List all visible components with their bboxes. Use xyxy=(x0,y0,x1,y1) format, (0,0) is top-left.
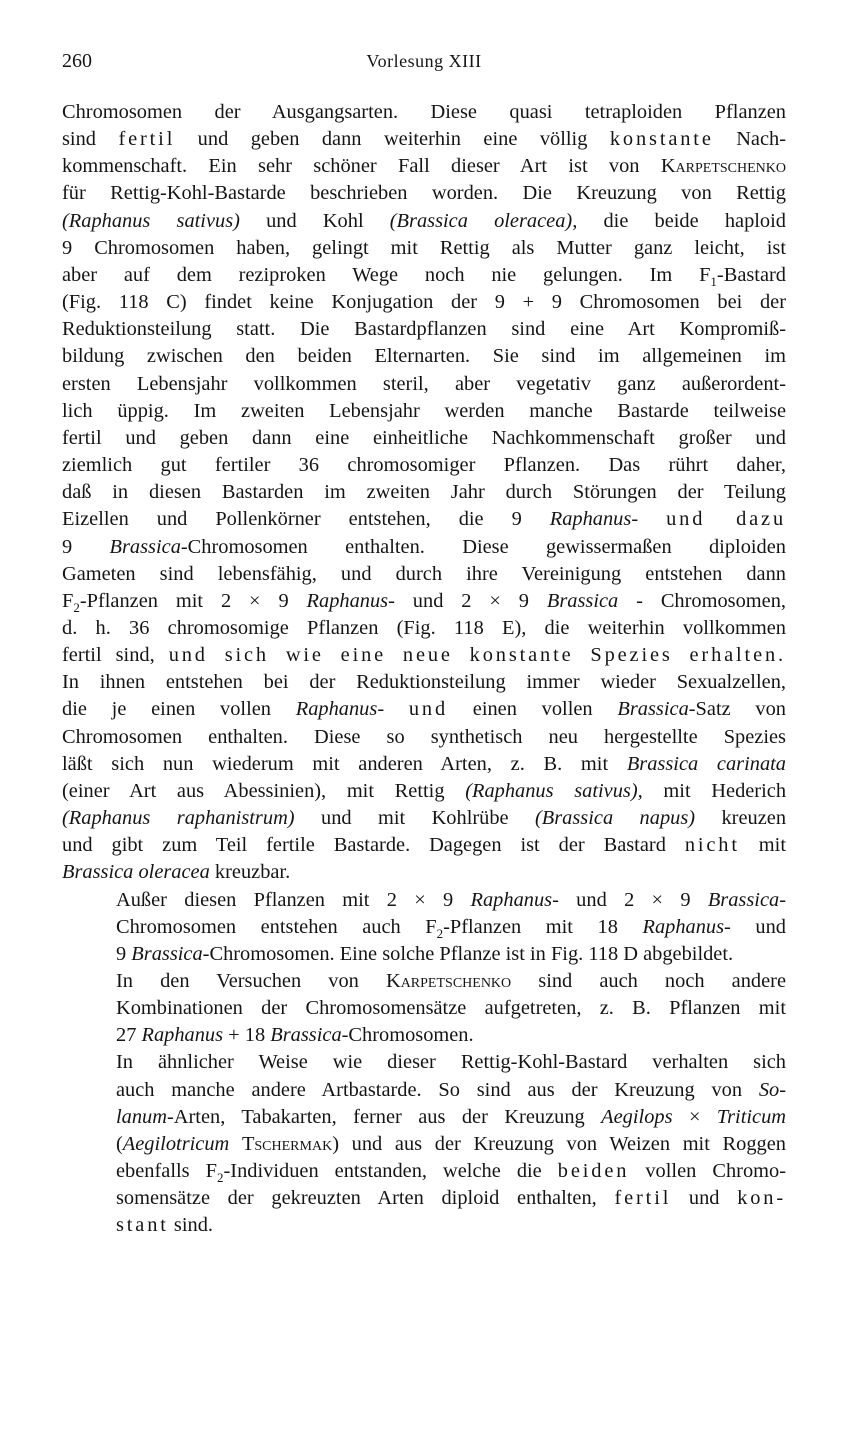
text-run: mit Hederich xyxy=(642,779,787,802)
text-line xyxy=(62,1185,786,1212)
page-number: 260 xyxy=(62,50,92,72)
italic-text: Brassica xyxy=(109,535,181,558)
text-line xyxy=(62,398,786,425)
spaced-text: fertil xyxy=(614,1187,672,1210)
text-run: -Arten, Tabakarten, ferner aus der Kreuzung xyxy=(166,1105,602,1128)
author-name: Tschermak xyxy=(241,1132,333,1155)
text-line xyxy=(62,208,786,235)
text-run: d. h. 36 chromosomige Pflanzen (Fig. 118 E), die weiterhin vollkommen xyxy=(62,616,786,639)
text-run: Reduktionsteilung statt. Die Bastardpflanzen sind eine Art Kompromiß- xyxy=(62,318,786,341)
italic-text: (Raphanus raphanistrum) xyxy=(62,807,295,830)
text-run: sind auch noch andere xyxy=(511,970,786,992)
text-line xyxy=(62,724,786,751)
author-name: Karpetschenko xyxy=(660,155,786,178)
italic-text: (Brassica napus) xyxy=(535,807,696,830)
text-run: ebenfalls F xyxy=(116,1160,217,1183)
text-run xyxy=(638,508,666,530)
spaced-text: und dazu xyxy=(666,508,786,531)
text-line xyxy=(62,343,786,370)
text-run: -Bastard xyxy=(716,263,786,286)
text-run: Eizellen und Pollenkörner entstehen, die 9 xyxy=(62,508,550,531)
text-line xyxy=(62,506,786,533)
text-run: fertil und geben dann eine einheitliche Nachkommenschaft großer und xyxy=(62,426,786,449)
text-line xyxy=(62,1049,786,1076)
text-run: einen vollen xyxy=(448,698,618,721)
italic-text: Brassica xyxy=(617,698,689,721)
paragraph xyxy=(62,968,786,1049)
text-run: bildung zwischen den beiden Elternarten. Sie sind im allgemeinen im xyxy=(62,345,786,368)
italic-text: Raphanus- xyxy=(295,698,385,721)
author-name: Karpetschenko xyxy=(385,970,512,992)
text-run: ( xyxy=(116,1132,123,1155)
text-line xyxy=(62,995,786,1022)
text-run: -Chromosomen enthalten. Diese gewissermaßen diploiden xyxy=(180,535,786,558)
text-line xyxy=(62,235,786,262)
text-line xyxy=(62,669,786,696)
text-run: Gameten sind lebensfähig, und durch ihre Vereinigung entstehen dann xyxy=(62,562,786,585)
text-run: -Chromosomen. xyxy=(341,1024,474,1047)
italic-text: (Brassica oleracea), xyxy=(389,209,578,232)
body-text xyxy=(62,99,786,1240)
text-run: auch manche andere Artbastarde. So sind aus der Kreuzung von xyxy=(116,1078,759,1101)
text-line xyxy=(62,99,786,126)
text-run: ziemlich gut fertiler 36 chromosomiger Pflanzen. Das rührt daher, xyxy=(62,454,786,477)
text-line xyxy=(62,914,786,941)
spaced-text: nicht xyxy=(684,834,740,857)
text-run: somensätze der gekreuzten Arten diploid enthalten, xyxy=(116,1187,615,1210)
text-run: ) und aus der Kreuzung von Weizen mit Roggen xyxy=(332,1132,786,1155)
text-line xyxy=(62,534,786,561)
text-run: Nach- xyxy=(713,128,787,151)
paragraph xyxy=(62,1049,786,1239)
text-run: kommenschaft. Ein sehr schöner Fall dieser Art ist von xyxy=(62,155,661,178)
text-run: Chromosomen der Ausgangsarten. Diese quasi tetraploiden Pflanzen xyxy=(62,101,786,123)
paragraph xyxy=(62,99,786,887)
italic-text: Raphanus- xyxy=(470,888,559,911)
text-line xyxy=(62,126,786,153)
text-run: vollen Chromo- xyxy=(629,1160,786,1183)
running-title: Vorlesung XIII xyxy=(366,51,482,71)
spaced-text: fertil xyxy=(118,128,176,151)
text-run: kreuzbar. xyxy=(209,861,291,884)
text-run: Chromosomen entstehen auch F xyxy=(116,915,437,938)
italic-text: Aegilops xyxy=(601,1105,673,1128)
text-line xyxy=(62,751,786,778)
text-run: 9 xyxy=(62,535,110,558)
text-run: -Chromosomen. Eine solche Pflanze ist in Fig. 118 D abgebildet. xyxy=(202,942,734,965)
subscript: 2 xyxy=(436,925,444,941)
text-run: -Individuen entstanden, welche die xyxy=(223,1160,558,1183)
text-run: und 2 × 9 xyxy=(394,589,547,612)
italic-text: So- xyxy=(758,1078,786,1101)
text-run: F xyxy=(62,589,74,612)
subscript: 1 xyxy=(710,274,717,290)
italic-text: Raphanus xyxy=(141,1024,224,1047)
text-run: und xyxy=(671,1187,738,1210)
text-run: (Fig. 118 C) findet keine Konjugation der 9 + 9 Chromosomen bei der xyxy=(62,291,786,314)
text-line xyxy=(62,371,786,398)
text-run: 27 xyxy=(116,1024,142,1047)
text-run: die beide haploid xyxy=(577,209,786,232)
text-run: und xyxy=(730,915,786,938)
text-run: Außer diesen Pflanzen mit 2 × 9 xyxy=(116,888,471,911)
text-line xyxy=(62,968,786,995)
italic-text: Aegilotricum xyxy=(122,1132,230,1155)
text-run: -Pflanzen mit 18 xyxy=(443,915,643,938)
italic-text: Brassica xyxy=(546,589,619,612)
text-run: - Chromosomen, xyxy=(618,589,787,612)
spaced-text: und xyxy=(408,698,449,721)
italic-text: Triticum xyxy=(716,1105,786,1128)
text-line xyxy=(62,425,786,452)
text-run: fertil sind, xyxy=(62,644,169,667)
text-run: sind xyxy=(62,128,119,151)
spaced-text: kon- xyxy=(737,1187,786,1210)
italic-text: (Raphanus sativus), xyxy=(465,779,643,802)
text-line xyxy=(62,778,786,805)
text-run xyxy=(229,1133,242,1155)
text-line xyxy=(62,1022,786,1049)
spaced-text: und sich wie eine neue konstante Spezies erhalten. xyxy=(168,644,786,667)
spaced-text: konstante xyxy=(609,128,714,151)
text-line xyxy=(62,561,786,588)
text-line xyxy=(62,887,786,914)
text-run: (einer Art aus Abessinien), mit Rettig xyxy=(62,779,466,802)
text-run: × xyxy=(672,1105,717,1128)
text-run: daß in diesen Bastarden im zweiten Jahr durch Störungen der Teilung xyxy=(62,481,786,504)
text-run: und gibt zum Teil fertile Bastarde. Dagegen ist der Bastard xyxy=(62,834,685,857)
text-run: die je einen vollen xyxy=(62,698,296,721)
subscript: 2 xyxy=(217,1170,224,1186)
text-run: 9 Chromosomen haben, gelingt mit Rettig als Mutter ganz leicht, ist xyxy=(62,236,786,259)
text-line xyxy=(62,1212,786,1239)
text-run: sind. xyxy=(168,1214,213,1237)
text-line xyxy=(62,289,786,316)
page-header xyxy=(62,50,786,76)
text-run: Chromosomen enthalten. Diese so synthetisch neu hergestellte Spezies xyxy=(62,725,786,748)
text-line xyxy=(62,1158,786,1185)
paragraph xyxy=(62,887,786,968)
text-run: -Pflanzen mit 2 × 9 xyxy=(79,589,307,612)
text-line xyxy=(62,588,786,615)
text-run: läßt sich nun wiederum mit anderen Arten, z. B. mit xyxy=(62,752,627,775)
text-run xyxy=(384,698,409,720)
text-run: Kombinationen der Chromosomensätze aufgetreten, z. B. Pflanzen mit xyxy=(116,997,786,1020)
italic-text: Brassica xyxy=(270,1024,342,1047)
text-line xyxy=(62,805,786,832)
spaced-text: beiden xyxy=(557,1160,630,1183)
text-line xyxy=(62,262,786,289)
text-line xyxy=(62,832,786,859)
italic-text: Brassica xyxy=(131,942,203,965)
text-line xyxy=(62,153,786,180)
text-line xyxy=(62,859,786,886)
italic-text: Brassica- xyxy=(707,888,787,911)
text-line xyxy=(62,615,786,642)
italic-text: Raphanus- xyxy=(642,915,731,938)
text-line xyxy=(62,1131,786,1158)
text-run: und Kohl xyxy=(239,209,390,232)
text-run: für Rettig-Kohl-Bastarde beschrieben worden. Die Kreuzung von Rettig xyxy=(62,182,786,205)
text-line xyxy=(62,180,786,207)
italic-text: Raphanus- xyxy=(306,589,395,612)
italic-text: Brassica oleracea xyxy=(62,861,210,884)
text-run: In den Versuchen von xyxy=(116,970,386,992)
text-line xyxy=(62,941,786,968)
text-line xyxy=(62,1077,786,1104)
text-line xyxy=(62,452,786,479)
text-run: lich üppig. Im zweiten Lebensjahr werden manche Bastarde teilweise xyxy=(62,399,786,422)
text-run: kreuzen xyxy=(695,807,787,830)
text-line xyxy=(62,696,786,723)
text-line xyxy=(62,316,786,343)
text-run: mit xyxy=(739,834,786,857)
text-run: -Satz von xyxy=(688,698,786,721)
text-run: ersten Lebensjahr vollkommen steril, aber vegetativ ganz außerordent- xyxy=(62,372,786,395)
text-run: + 18 xyxy=(223,1024,271,1047)
italic-text: Raphanus- xyxy=(549,508,639,531)
text-line xyxy=(62,1104,786,1131)
text-run: und mit Kohlrübe xyxy=(294,807,535,830)
text-run: und geben dann weiterhin eine völlig xyxy=(175,128,610,151)
text-line xyxy=(62,642,786,669)
text-run: In ähnlicher Weise wie dieser Rettig-Kohl-Bastard verhalten sich xyxy=(116,1051,786,1074)
italic-text: (Raphanus sativus) xyxy=(62,209,240,232)
subscript: 2 xyxy=(73,599,80,615)
text-run: und 2 × 9 xyxy=(558,888,708,911)
italic-text: lanum xyxy=(116,1105,167,1128)
text-run: In ihnen entstehen bei der Reduktionsteilung immer wieder Sexualzellen, xyxy=(62,671,786,694)
text-run: aber auf dem reziproken Wege noch nie gelungen. Im F xyxy=(62,263,711,286)
text-run: 9 xyxy=(116,942,132,965)
italic-text: Brassica carinata xyxy=(626,752,787,775)
spaced-text: stant xyxy=(116,1214,169,1237)
text-line xyxy=(62,479,786,506)
